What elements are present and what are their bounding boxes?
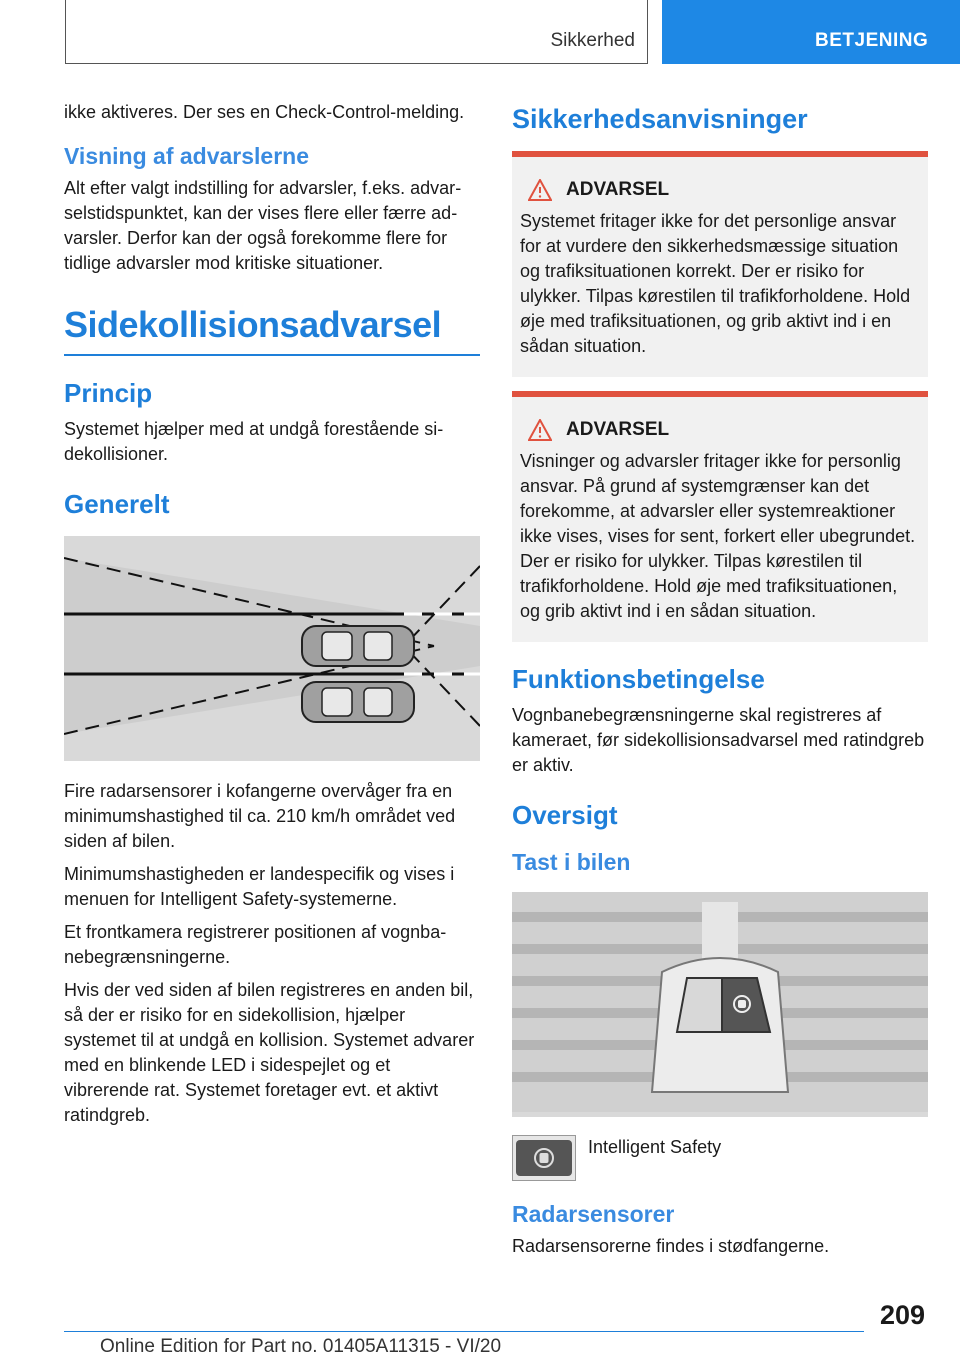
heading-button: Tast i bilen <box>512 849 631 875</box>
function-text: Vognbanebegrænsningerne skal registreres af kameraet, før sidekollisionsadvarsel med ratindgreb er aktiv. <box>512 705 925 775</box>
heading-radar: Radarsensorer <box>512 1201 675 1227</box>
principle-text: Systemet hjælper med at undgå forestående sidekollisioner. <box>64 419 444 464</box>
warning-text-1: Systemet fritager ikke for det personlige ansvar for at vurdere den sikkerhedsmæssige situation og trafiksituationen korrekt. Der er risiko for ulykker. Tilpas kørestilen til trafikforholdene. Hold øje med trafiksituationen, og grib aktivt ind i en sådan situation. <box>520 211 911 356</box>
intelligent-safety-button-icon <box>512 1135 576 1181</box>
left-column <box>64 100 480 1136</box>
heading-safety: Sikkerhedsanvisninger <box>512 104 808 134</box>
footer-divider <box>64 1331 864 1332</box>
heading-display: Visning af advarslerne <box>64 143 310 169</box>
warning-triangle-icon <box>528 419 552 441</box>
page-number: 209 <box>880 1300 926 1330</box>
lane-diagram <box>64 536 480 761</box>
heading-principle: Princip <box>64 378 153 408</box>
header-section-box <box>65 0 648 64</box>
intro-text: ikke aktiveres. Der ses en Check-Control-melding. <box>64 102 465 122</box>
car-bottom-icon <box>302 682 414 722</box>
key-legend <box>512 1135 928 1181</box>
warning-text-2: Visninger og advarsler fritager ikke for personlig ansvar. På grund af systemgrænser kan det forekomme, at advarsler eller systemreaktioner ikke vises, vises for sent, forkert eller ubegrundet. Der er risiko for ulykker. Tilpas kørestilen til trafikforholdene. Hold øje med trafiksituationen, og grib aktivt ind i en sådan situation. <box>520 451 916 621</box>
general-text-1: Fire radarsensorer i kofangerne overvåger fra en minimumshastighed til ca. 210 km/h området ved siden af bilen. <box>64 781 456 851</box>
warning-triangle-icon <box>528 179 552 201</box>
general-text-2: Minimumshastigheden er landespecifik og vises i menuen for Intelligent Safety-systemerne. <box>64 864 455 909</box>
header-chapter: BETJENING <box>815 30 929 51</box>
heading-general: Generelt <box>64 489 170 519</box>
display-text: Alt efter valgt indstilling for advarsler, f.eks. advarselstidspunktet, kan der vises flere eller færre advarsler. Derfor kan der også forekomme flere for tidlige advarsler mod kritiske situationer. <box>64 178 462 273</box>
warning-title-2: ADVARSEL <box>566 419 670 440</box>
car-top-icon <box>302 626 414 666</box>
lane-diagram-svg <box>64 536 480 756</box>
header-chapter-tab[interactable] <box>662 0 960 64</box>
header-section: Sikkerhed <box>550 30 635 51</box>
general-text-3: Et frontkamera registrerer positionen af vognbanebegrænsningerne. <box>64 922 447 967</box>
warning-box-2 <box>512 391 928 642</box>
key-label: Intelligent Safety <box>588 1137 722 1157</box>
general-text-4: Hvis der ved siden af bilen registreres en anden bil, så der er risiko for en sidekollision, hjælper systemet til at undgå en kollision. Systemet advarer med en blinkende LED i sidespejlet og et vibrerende rat. Systemet foretager evt. et aktivt ratindgreb. <box>64 980 475 1125</box>
heading-function: Funktionsbetingelse <box>512 664 765 694</box>
footer-edition: Online Edition for Part no. 01405A11315 - VI/20 <box>100 1336 502 1357</box>
warning-box-1 <box>512 151 928 377</box>
heading-overview: Oversigt <box>512 800 618 830</box>
heading-main: Sidekollisionsadvarsel <box>64 304 480 356</box>
radar-text: Radarsensorerne findes i stødfangerne. <box>512 1236 830 1256</box>
dashboard-svg <box>512 892 928 1112</box>
warning-title-1: ADVARSEL <box>566 179 670 200</box>
dashboard-button-photo <box>512 892 928 1117</box>
right-column <box>512 100 928 1267</box>
